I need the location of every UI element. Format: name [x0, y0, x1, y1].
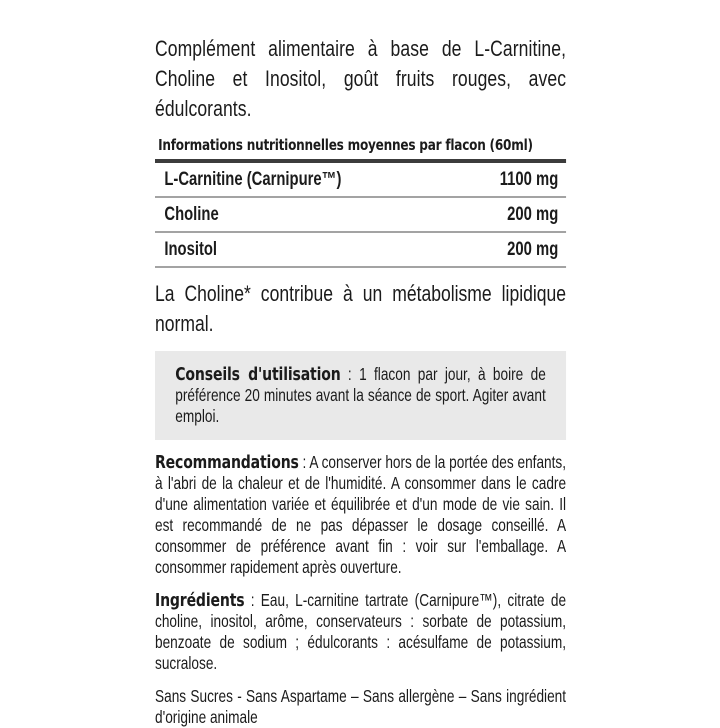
usage-instructions-paragraph	[175, 364, 546, 427]
nutrient-amount: 200 mg	[507, 239, 559, 260]
recommendations-title: Recommandations	[155, 452, 299, 473]
table-row	[155, 233, 566, 268]
recommendations-text: : A conserver hors de la portée des enfants, à l'abri de la chaleur et de l'humidité. A consommer dans le cadre d'une alimentation variée et équilibrée et d'un mode de vie sain. Il est recommandé de ne pas dépasser le dosage conseillé. A consommer de préférence avant fin : voir sur l'emballage. A consommer rapidement après ouverture.	[155, 452, 567, 577]
nutrition-table-rows	[155, 159, 566, 268]
nutrition-table	[155, 134, 566, 268]
table-row	[155, 163, 566, 198]
nutrient-amount: 1100 mg	[499, 169, 559, 190]
ingredients-text: : Eau, L-carnitine tartrate (Carnipure™), citrate de choline, inositol, arôme, conservateurs : sorbate de potassium, benzoate de sodium ; édulcorants : acésulfame de potassium, sucralose.	[155, 590, 567, 673]
ingredients-title: Ingrédients	[155, 590, 245, 611]
health-claim: La Choline* contribue à un métabolisme lipidique normal.	[155, 281, 567, 336]
nutrient-amount: 200 mg	[507, 204, 559, 225]
product-description: Complément alimentaire à base de L-Carnitine, Choline et Inositol, goût fruits rouges, avec édulcorants.	[155, 36, 567, 121]
usage-instructions-text: : 1 flacon par jour, à boire de préférence 20 minutes avant la séance de sport. Agiter avant emploi.	[175, 364, 546, 426]
recommendations-paragraph	[155, 452, 566, 578]
free-from-claims: Sans Sucres - Sans Aspartame – Sans allergène – Sans ingrédient d'origine animale	[155, 686, 567, 727]
usage-instructions-title: Conseils d'utilisation	[175, 364, 341, 385]
nutrient-name: Inositol	[164, 239, 218, 260]
usage-instructions-box	[155, 351, 566, 440]
nutrient-name: L-Carnitine (Carnipure™)	[164, 169, 342, 190]
product-label	[155, 34, 566, 728]
nutrition-table-title: Informations nutritionnelles moyennes par flacon (60ml)	[158, 136, 533, 154]
nutrient-name: Choline	[164, 204, 219, 225]
ingredients-paragraph	[155, 590, 566, 674]
table-row	[155, 198, 566, 233]
